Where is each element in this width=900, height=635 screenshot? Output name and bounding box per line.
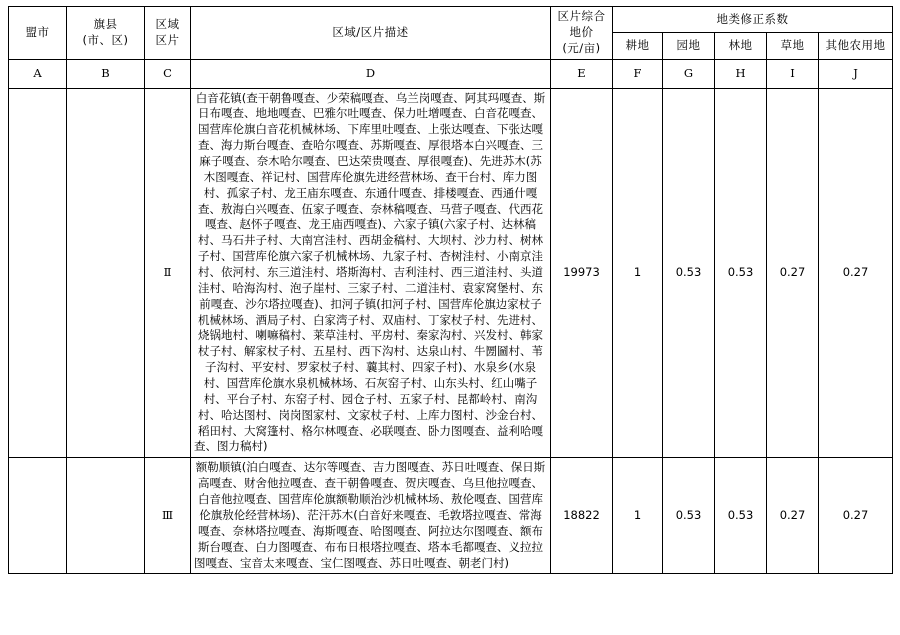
- header-region: [145, 7, 191, 60]
- header-row-titles: [9, 7, 893, 33]
- cell-price: 18822: [551, 458, 613, 574]
- column-letter-a: A: [9, 59, 67, 88]
- cell-grassland-coef: 0.27: [767, 88, 819, 458]
- column-letter-row: [9, 59, 893, 88]
- column-letter-c: C: [145, 59, 191, 88]
- table-header: [9, 7, 893, 89]
- cell-meng-shi: [9, 458, 67, 574]
- header-orchard: 园地: [663, 33, 715, 59]
- header-grassland: 草地: [767, 33, 819, 59]
- cell-price: 19973: [551, 88, 613, 458]
- header-region-line2: 区片: [155, 32, 180, 47]
- header-price: [551, 7, 613, 60]
- cell-cropland-coef: 1: [613, 458, 663, 574]
- column-letter-h: H: [715, 59, 767, 88]
- cell-qi-xian: [67, 88, 145, 458]
- cell-forest-coef: 0.53: [715, 458, 767, 574]
- table-row: [9, 458, 893, 574]
- column-letter-e: E: [551, 59, 613, 88]
- cell-region: Ⅲ: [145, 458, 191, 574]
- header-cropland: 耕地: [613, 33, 663, 59]
- cell-description: 白音花镇(查干朝鲁嘎查、少荣稿嘎查、乌兰岗嘎查、阿其玛嘎查、斯日布嘎查、地地嘎查、巴雅尔吐嘎查、保力吐增嘎查、白音花嘎查、国营库伦旗白音花机械林场、下库里吐嘎查、上张达嘎查、下张达嘎查、海力斯台嘎查、查哈尔嘎查、苏斯嘎查、厚很塔本白兴嘎查、三麻子嘎查、奈木哈尔嘎查、巴达荣贵嘎查、厚很嘎查)、先进苏木(苏木图嘎查、祥记村、国营库伦旗先进经营林场、查干台村、库力图村、孤家子村、龙王庙东嘎查、东通什嘎查、排楼嘎查、西通什嘎查、敖海白兴嘎查、伍家子嘎查、奈林稿嘎查、马营子嘎查、代西花嘎查、赵怀子嘎查、龙王庙西嘎查)、六家子镇(六家子村、达林稿村、马石井子村、大南宫洼村、西胡金稿村、大坝村、沙力村、树林子村、国营库伦旗六家子机械林场、九家子村、杏树洼村、小南京洼村、依河村、东三道洼村、塔斯海村、吉利洼村、西三道洼村、头道洼村、哈海沟村、泡子崖村、三家子村、二道洼村、袁家窝堡村、东前嘎查、沙尔塔拉嘎查)、扣河子镇(扣河子村、国营库伦旗边家杖子机械林场、酒局子村、白家湾子村、双庙村、丁家杖子村、先进村、烧锅地村、喇嘛稿村、莱草洼村、平房村、秦家沟村、兴发村、韩家杖子村、解家杖子村、五星村、西下沟村、达泉山村、牛圐圙村、苇子沟村、平安村、罗家杖子村、蘘其村、四家子村)、水泉乡(水泉村、国营库伦旗水泉机械林场、石灰窑子村、山东头村、红山嘴子村、平台子村、东窑子村、园仓子村、五家子村、昆都岭村、南沟村、哈达图村、岗岗图家村、文家杖子村、上库力图村、沙金台村、稻田村、大窝篷村、格尔林嘎查、必联嘎查、卧力图嘎查、益利哈嘎查、图力稿村): [191, 88, 551, 458]
- cell-qi-xian: [67, 458, 145, 574]
- land-price-table: [8, 6, 893, 574]
- header-region-line1: 区域: [155, 16, 180, 31]
- column-letter-d: D: [191, 59, 551, 88]
- cell-meng-shi: [9, 88, 67, 458]
- column-letter-g: G: [663, 59, 715, 88]
- cell-forest-coef: 0.53: [715, 88, 767, 458]
- cell-orchard-coef: 0.53: [663, 458, 715, 574]
- cell-orchard-coef: 0.53: [663, 88, 715, 458]
- header-meng-shi: 盟市: [9, 7, 67, 60]
- column-letter-f: F: [613, 59, 663, 88]
- table-row: [9, 88, 893, 458]
- header-coefficient-group: 地类修正系数: [613, 7, 893, 33]
- header-qi-xian-line1: 旗县: [93, 16, 118, 31]
- header-description: 区域/区片描述: [191, 7, 551, 60]
- header-forest: 林地: [715, 33, 767, 59]
- header-price-line1: 区片综合: [557, 9, 606, 23]
- header-price-line3: (元/亩): [562, 40, 601, 55]
- cell-description: 额勒顺镇(泊白嘎查、达尔等嘎查、吉力图嘎查、苏日吐嘎查、保日斯高嘎查、财舍他拉嘎查、查干朝鲁嘎查、贺庆嘎查、乌旦他拉嘎查、白音他拉嘎查、国营库伦旗额勒顺治沙机械林场、敖伦嘎查、国营库伦旗敖伦经营林场)、茫汗苏木(白音好来嘎查、毛敦塔拉嘎查、常海嘎查、奈林塔拉嘎查、海斯嘎查、哈图嘎查、阿拉达尔图嘎查、额布斯台嘎查、白力图嘎查、布布日根塔拉嘎查、塔本毛都嘎查、义拉拉图嘎查、宝音太来嘎查、宝仁图嘎查、苏日吐嘎查、朝老门村): [191, 458, 551, 574]
- header-price-line2: 地价: [569, 24, 594, 39]
- column-letter-i: I: [767, 59, 819, 88]
- cell-region: Ⅱ: [145, 88, 191, 458]
- header-qi-xian: [67, 7, 145, 60]
- header-other-agricultural: 其他农用地: [819, 33, 893, 59]
- cell-cropland-coef: 1: [613, 88, 663, 458]
- column-letter-j: J: [819, 59, 893, 88]
- column-letter-b: B: [67, 59, 145, 88]
- cell-grassland-coef: 0.27: [767, 458, 819, 574]
- header-qi-xian-line2: (市、区): [82, 32, 129, 47]
- cell-other-agricultural-coef: 0.27: [819, 88, 893, 458]
- cell-other-agricultural-coef: 0.27: [819, 458, 893, 574]
- table-body: [9, 88, 893, 574]
